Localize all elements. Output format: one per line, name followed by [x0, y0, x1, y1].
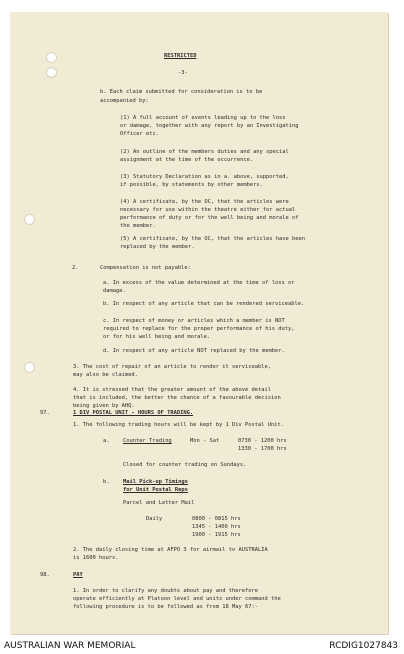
text-line: Closed for counter trading on Sundays.: [123, 462, 247, 468]
punch-hole: [24, 362, 35, 373]
text-line: that is included, the better the chance of a favourable decision: [73, 395, 281, 401]
section-number: 98.: [40, 572, 50, 578]
text-line: or for his well being and morale.: [103, 334, 211, 340]
text-line: or damage, together with any report by an Investigating: [120, 123, 299, 129]
text-line: being given by AHQ.: [73, 403, 135, 409]
text-line: following procedure is to be followed as from 18 May 67:-: [73, 604, 258, 610]
text-line: is 1600 hours.: [73, 555, 119, 561]
text-line: accompanied by:: [100, 98, 149, 104]
punch-hole: [46, 52, 57, 63]
text-line: damage.: [103, 288, 126, 294]
item-label: a.: [103, 438, 110, 444]
text-line: required to replace for the proper performance of his duty,: [103, 326, 295, 332]
text-line: Daily: [146, 516, 163, 522]
text-line: operate efficiently at Platoon level and units under command the: [73, 596, 281, 602]
time-value: 0730 - 1200 hrs: [238, 438, 287, 444]
text-line: the member.: [120, 223, 156, 229]
text-line: Compensation is not payable:: [100, 265, 191, 271]
punch-hole: [24, 214, 35, 225]
text-line: (4) A certificate, by the OC, that the articles were: [120, 199, 289, 205]
text-line: 1. In order to clarify any doubts about pay and therefore: [73, 588, 258, 594]
text-line: necessary for use within the theatre either for actual: [120, 207, 296, 213]
subheading: for Unit Postal Reps: [123, 487, 188, 493]
text-line: Mon - Sat: [190, 438, 220, 444]
text-line: (1) A full account of events leading up to the loss: [120, 115, 286, 121]
classification-header: RESTRICTED: [164, 53, 197, 59]
subheading: Counter Trading: [123, 438, 172, 444]
archive-id: RCDIG1027843: [329, 641, 398, 651]
text-line: b. Each claim submitted for consideration is to be: [100, 89, 263, 95]
paragraph-number: 2.: [72, 265, 79, 271]
text-line: Parcel and Letter Mail: [123, 500, 195, 506]
text-line: assignment at the time of the occurrence.: [120, 157, 254, 163]
time-value: 1330 - 1700 hrs: [238, 446, 287, 452]
section-title: PAY: [73, 572, 83, 578]
time-value: 1900 - 1915 hrs: [192, 532, 241, 538]
text-line: (2) An outline of the members duties and any special: [120, 149, 289, 155]
text-line: a. In excess of the value determined at the time of loss or: [103, 280, 295, 286]
text-line: 2. The daily closing time at AFPO 3 for airmail to AUSTRALIA: [73, 547, 268, 553]
text-line: replaced by the member.: [120, 244, 195, 250]
archive-footer: [0, 640, 404, 654]
time-value: 1345 - 1400 hrs: [192, 524, 241, 530]
document-page: [10, 12, 388, 634]
text-line: Officer etc.: [120, 131, 159, 137]
text-line: d. In respect of any article NOT replaced by the member.: [103, 348, 285, 354]
text-line: may also be claimed.: [73, 372, 138, 378]
item-label: b.: [103, 479, 110, 485]
text-line: if possible, by statements by other members.: [120, 182, 263, 188]
text-line: (3) Statutory Declaration as in a. above, supported,: [120, 174, 289, 180]
section-number: 97.: [40, 410, 50, 416]
text-line: 1. The following trading hours will be kept by 1 Div Postal Unit.: [73, 422, 284, 428]
section-title: 1 DIV POSTAL UNIT - HOURS OF TRADING.: [73, 410, 194, 416]
text-line: 3. The cost of repair of an article to render it serviceable,: [73, 364, 271, 370]
text-line: performance of duty or for the well being and morale of: [120, 215, 299, 221]
text-line: b. In respect of any article that can be rendered serviceable.: [103, 301, 305, 307]
text-line: (5) A certificate, by the OC, that the articles have been: [120, 236, 305, 242]
text-line: c. In respect of money or articles which a member is NOT: [103, 318, 285, 324]
page-number: -3-: [178, 70, 188, 76]
text-line: 4. It is stressed that the greater amount of the above detail: [73, 387, 271, 393]
archive-name: AUSTRALIAN WAR MEMORIAL: [4, 641, 136, 651]
punch-hole: [46, 67, 57, 78]
time-value: 0800 - 0815 hrs: [192, 516, 241, 522]
subheading: Mail Pick-up Timings: [123, 479, 188, 485]
